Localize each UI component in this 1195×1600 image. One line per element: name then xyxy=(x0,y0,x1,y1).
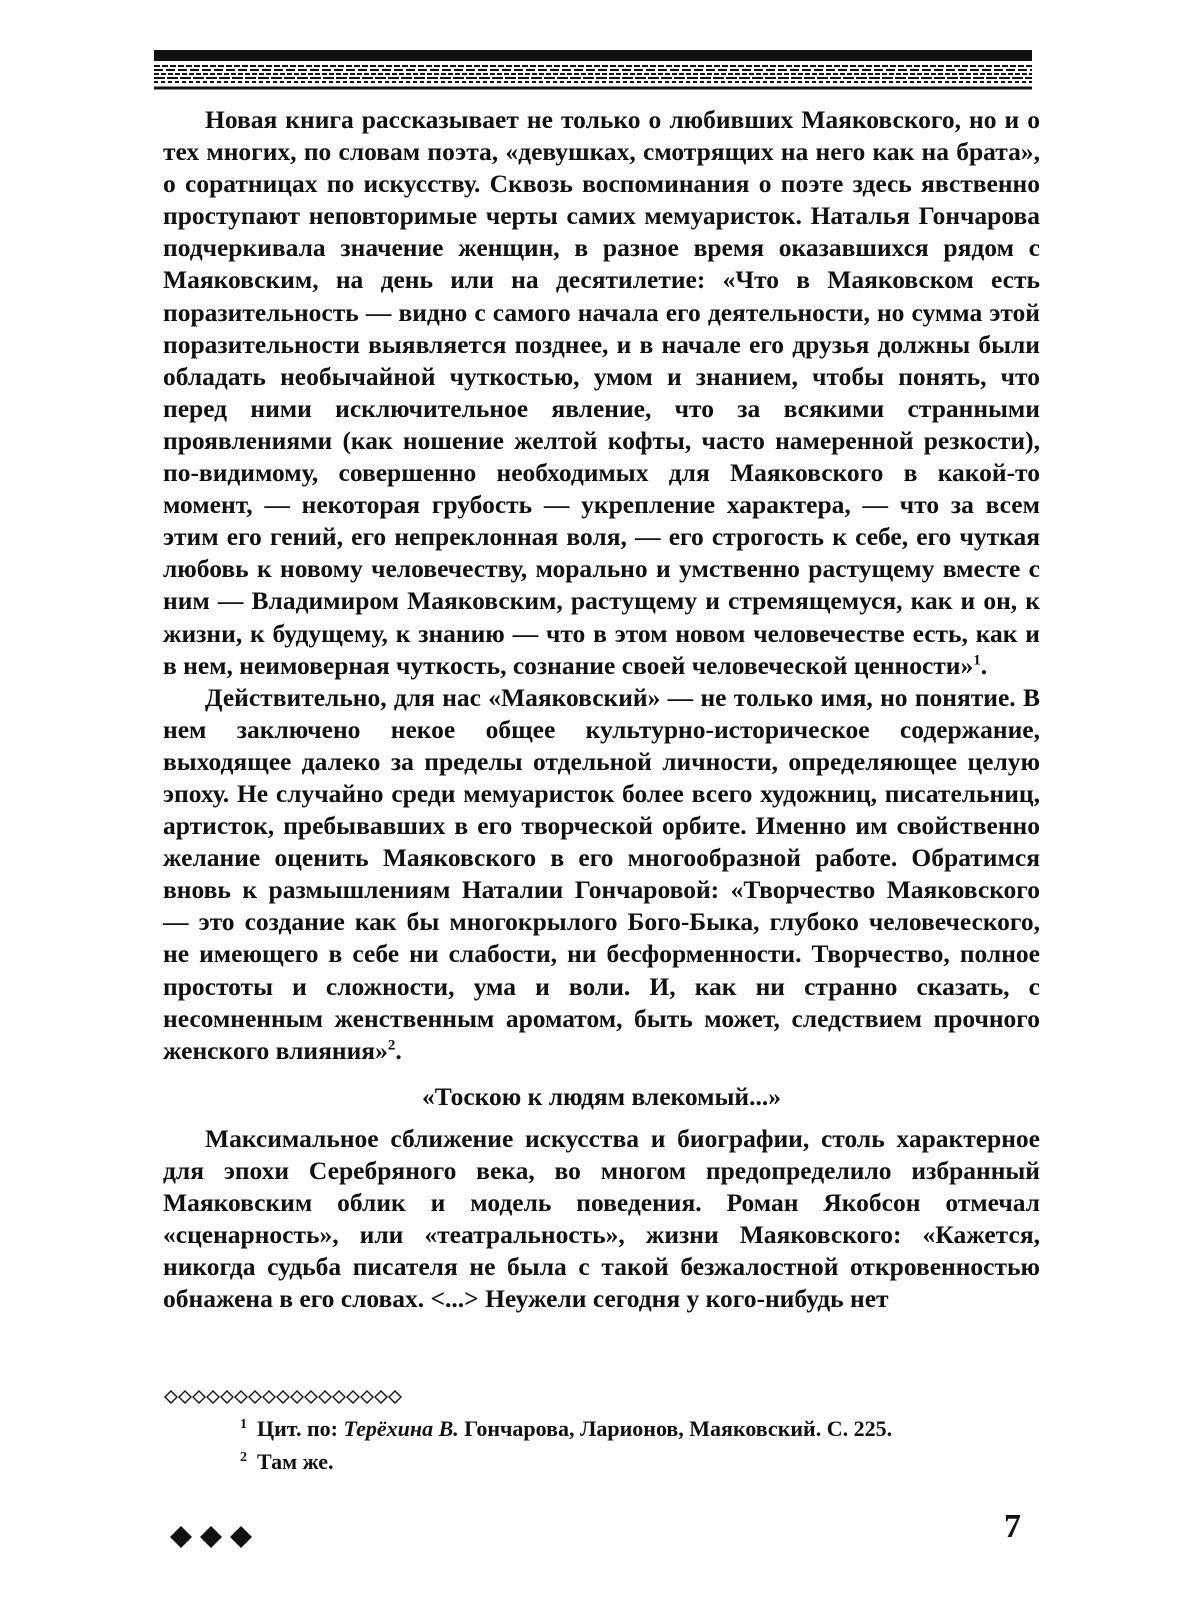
footnote-2-prefix: Там же. xyxy=(257,1449,334,1474)
paragraph-2 xyxy=(163,682,1040,1067)
footnote-1-number: 1 xyxy=(240,1416,247,1432)
header-decorative-rule xyxy=(154,50,1032,94)
footnotes xyxy=(240,1412,1020,1478)
footnote-1-author: Терёхина В. xyxy=(343,1416,459,1441)
paragraph-1 xyxy=(163,104,1040,682)
diamonds-ornament-icon xyxy=(168,1524,258,1550)
paragraph-3: Максимальное сближение искусства и биографии, столь характерное для эпохи Серебряного века, во многом предопределило избранный Маяковским облик и модель поведения. Роман Якобсон отмечал «сценарность», или «театральность», жизни Маяковского: «Кажется, никогда судьба писателя не была с такой безжалостной откровенностью обнажена в его словах. <...> Неужели сегодня у кого-нибудь нет xyxy=(163,1123,1040,1314)
footnote-2-number: 2 xyxy=(240,1449,247,1465)
footnote-1-rest: Гончарова, Ларионов, Маяковский. С. 225. xyxy=(458,1416,893,1441)
footnote-ref-2[interactable]: 2 xyxy=(387,1037,396,1054)
main-text-block xyxy=(163,104,1040,1315)
paragraph-1-text: Новая книга рассказывает не только о любивших Маяковского, но и о тех многих, по словам поэта, «девушках, смотрящих на него как на брата», о соратницах по искусству. Сквозь воспоминания о поэте здесь явственно проступают неповторимые черты самих мемуаристок. Наталья Гончарова подчеркивала значение женщин, в разное время оказавшихся рядом с Маяковским, на день или на десятилетие: «Что в Маяковском есть поразительность — видно с самого начала его деятельности, но сумма этой поразительности выявляется позднее, и в начале его друзья должны были обладать необычайной чуткостью, умом и знанием, чтобы понять, что перед ними исключительное явление, что за всякими странными проявлениями (как ношение желтой кофты, часто намеренной резкости), по-видимому, совершенно необходимых для Маяковского в какой-то момент, — некоторая грубость — укрепление характера, — что за всем этим его гений, его непреклонная воля, — его строгость к себе, его чуткая любовь к новому человечеству, морально и умственно растущему вместе с ним — Владимиром Маяковским, растущему и стремящемуся, как и он, к жизни, к будущему, к знанию — что в этом новом человечестве есть, как и в нем, неимоверная чуткость, сознание своей человеческой ценности» xyxy=(163,105,1040,680)
paragraph-2-end: . xyxy=(395,1035,402,1065)
footnote-ref-1[interactable]: 1 xyxy=(973,652,981,669)
footnote-2 xyxy=(240,1445,1020,1478)
paragraph-2-text: Действительно, для нас «Маяковский» — не только имя, но понятие. В нем заключено некое общее культурно-историческое содержание, выходящее далеко за пределы отдельной личности, определяющее целую эпоху. Не случайно среди мемуаристок более всего художниц, писательниц, артисток, пребывавших в его творческой орбите. Именно им свойственно желание оценить Маяковского в его многообразной работе. Обратимся вновь к размышлениям Наталии Гончаровой: «Творчество Маяковского — это создание как бы многокрылого Бого-Быка, глубоко человеческого, не имеющего в себе ни слабости, ни бесформенности. Творчество, полное простоты и сложности, ума и воли. И, как ни странно сказать, с несомненным женственным ароматом, быть может, следствием прочного женского влияния» xyxy=(163,682,1040,1065)
footnote-separator-ornament xyxy=(163,1390,403,1404)
footnote-1 xyxy=(240,1412,1020,1445)
footnote-1-prefix: Цит. по: xyxy=(257,1416,344,1441)
section-heading: «Тоскою к людям влекомый...» xyxy=(421,1081,782,1111)
paragraph-1-end: . xyxy=(980,650,988,680)
page-number: 7 xyxy=(1004,1508,1021,1545)
